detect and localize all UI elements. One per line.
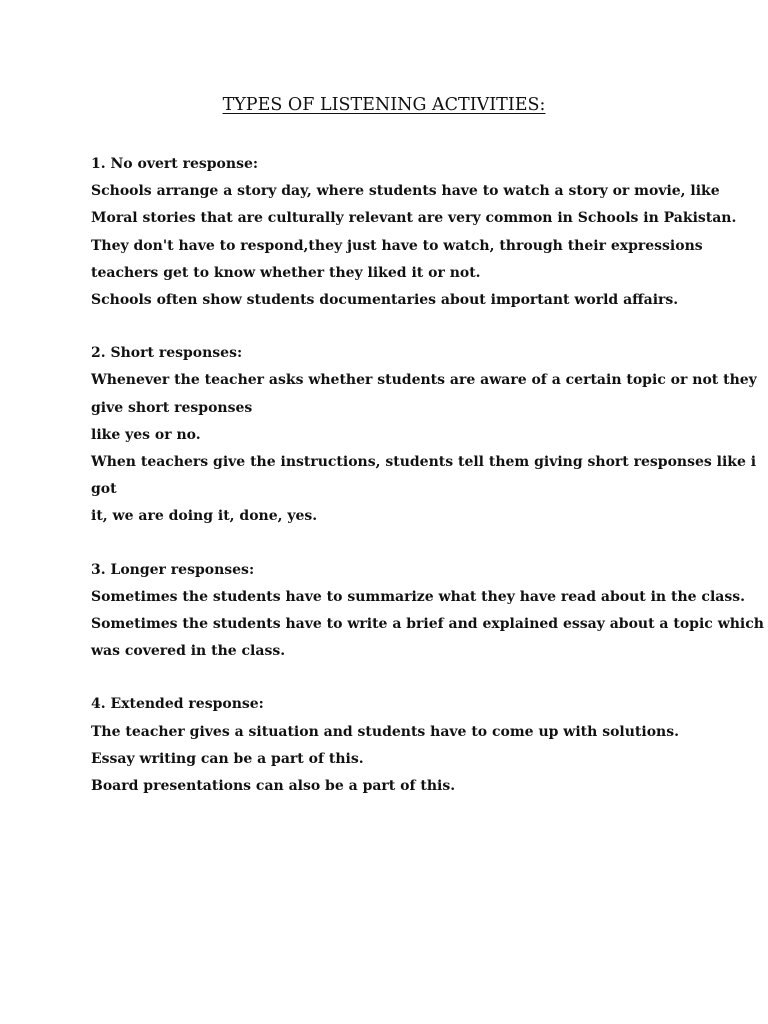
paragraph-line: They don't have to respond,they just have to watch, through their expressions <box>91 237 703 254</box>
paragraph-line: Whenever the teacher asks whether students are aware of a certain topic or not they <box>91 372 757 389</box>
paragraph-line: Sometimes the students have to write a brief and explained essay about a topic which <box>91 616 764 633</box>
paragraph-line: give short responses <box>91 399 253 416</box>
section-heading: 1. No overt response: <box>91 156 259 172</box>
paragraph-line: got <box>91 481 117 498</box>
paragraph-line: like yes or no. <box>91 426 201 443</box>
paragraph-line: When teachers give the instructions, students tell them giving short responses like i <box>91 454 757 471</box>
paragraph-line: The teacher gives a situation and students have to come up with solutions. <box>91 723 679 740</box>
paragraph-line: Moral stories that are culturally relevant are very common in Schools in Pakistan. <box>91 210 737 227</box>
paragraph-line: Essay writing can be a part of this. <box>91 750 364 767</box>
section-extended-response <box>91 691 711 800</box>
paragraph-line: teachers get to know whether they liked it or not. <box>91 264 481 281</box>
paragraph-line: was covered in the class. <box>91 643 286 660</box>
section-longer-responses <box>91 557 764 666</box>
paragraph-line: it, we are doing it, done, yes. <box>91 508 318 525</box>
document-body <box>91 151 764 826</box>
section-no-overt-response <box>91 151 737 314</box>
paragraph-line: Schools arrange a story day, where students have to watch a story or movie, like <box>91 183 720 200</box>
section-heading: 3. Longer responses: <box>91 561 255 578</box>
paragraph-line: Board presentations can also be a part of this. <box>91 778 456 795</box>
paragraph-line: Sometimes the students have to summarize what they have read about in the class. <box>91 588 745 605</box>
section-heading: 4. Extended response: <box>91 696 264 713</box>
section-short-responses <box>91 340 757 530</box>
page-title: TYPES OF LISTENING ACTIVITIES: <box>222 95 546 115</box>
paragraph-line: Schools often show students documentaries about important world affairs. <box>91 292 679 309</box>
section-heading: 2. Short responses: <box>91 345 243 362</box>
